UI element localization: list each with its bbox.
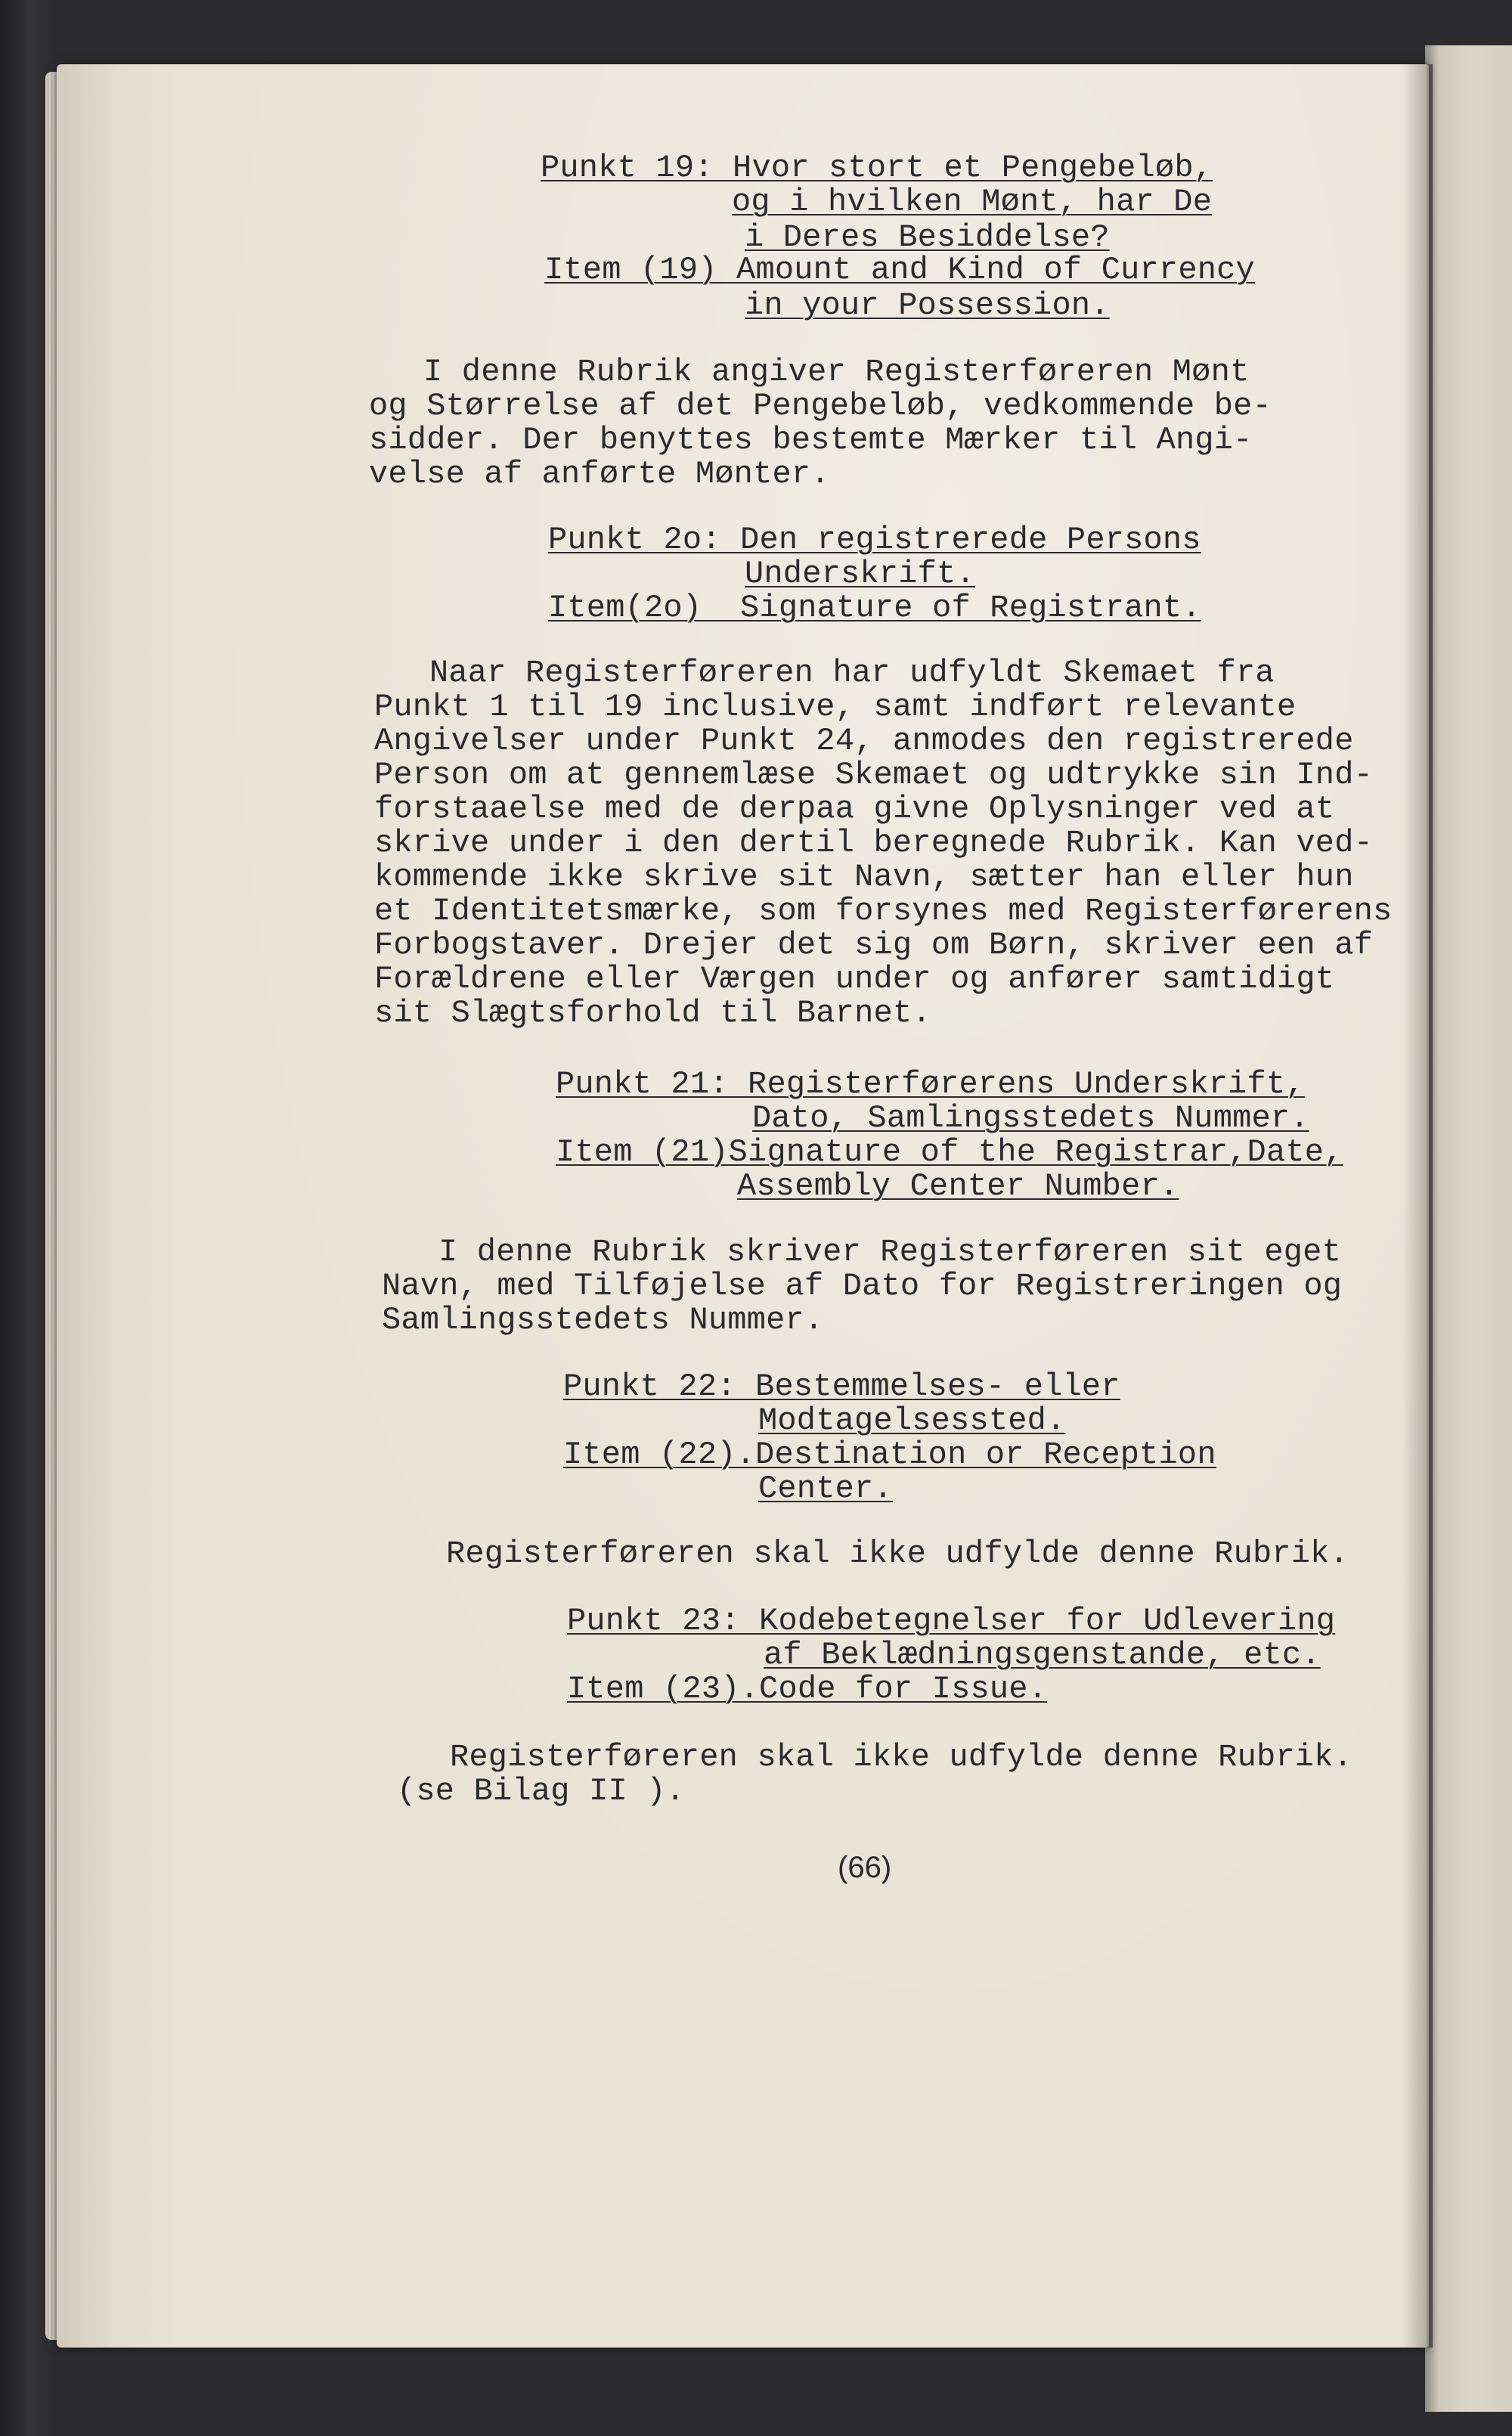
heading-21-line-1: Punkt 21: Registerførerens Underskrift, [556,1066,1305,1102]
heading-22-line-4: Center. [758,1471,893,1507]
paragraph-20-line: Forbogstaver. Drejer det sig om Børn, skriver een af [374,927,1374,963]
paragraph-20-line: sit Slægtsforhold til Barnet. [374,995,931,1031]
paragraph-21-line: Navn, med Tilføjelse af Dato for Registreringen og [382,1268,1343,1304]
paragraph-23-line: (se Bilag II ). [397,1773,686,1809]
paragraph-20-line: forstaaelse med de derpaa givne Oplysninger ved at [374,791,1335,827]
paragraph-20-line: et Identitetsmærke, som forsynes med Registerførerens [374,893,1393,929]
heading-19-line-3: i Deres Besiddelse? [745,219,1110,256]
page-number: (66) [838,1851,892,1884]
heading-19-line-4: Item (19) Amount and Kind of Currency [544,252,1255,288]
heading-22-line-1: Punkt 22: Bestemmelses- eller [563,1368,1120,1405]
heading-19-line-2: og i hvilken Mønt, har De [732,184,1213,220]
paragraph-20-line: Naar Registerføreren har udfyldt Skemaet fra [429,655,1275,691]
heading-23-line-1: Punkt 23: Kodebetegnelser for Udlevering [567,1603,1336,1639]
paragraph-19-line: I denne Rubrik angiver Registerføreren Mønt [423,354,1250,390]
paragraph-20-line: Angivelser under Punkt 24, anmodes den registrerede [374,723,1354,759]
paragraph-20-line: Punkt 1 til 19 inclusive, samt indført relevante [374,689,1297,725]
heading-23-line-3: Item (23).Code for Issue. [567,1671,1048,1707]
book-gutter-shadow [1402,64,1433,2348]
heading-22-line-3: Item (22).Destination or Reception [563,1436,1216,1473]
heading-20-line-3: Item(2o) Signature of Registrant. [548,590,1201,626]
heading-20-line-2: Underskrift. [745,556,975,592]
paragraph-23-line: Registerføreren skal ikke udfylde denne Rubrik. [450,1739,1352,1775]
paragraph-20-line: Person om at gennemlæse Skemaet og udtrykke sin Ind- [374,757,1374,793]
paragraph-21-line: I denne Rubrik skriver Registerføreren sit eget [438,1234,1341,1270]
paragraph-item-22: Registerføreren skal ikke udfylde denne Rubrik. [446,1536,1349,1572]
paragraph-20-line: kommende ikke skrive sit Navn, sætter han eller hun [374,859,1354,895]
heading-23-line-2: af Beklædningsgenstande, etc. [764,1637,1321,1673]
heading-21-line-2: Dato, Samlingsstedets Nummer. [752,1100,1309,1136]
heading-22-line-2: Modtagelsessted. [758,1402,1066,1439]
facing-page-edge [1425,45,1512,2412]
heading-19-line-5: in your Possession. [745,287,1110,324]
paragraph-21-line: Samlingsstedets Nummer. [382,1302,824,1338]
heading-20-line-1: Punkt 2o: Den registrerede Persons [548,522,1201,558]
heading-19-line-1: Punkt 19: Hvor stort et Pengebeløb, [541,150,1213,186]
paragraph-19-line: sidder. Der benyttes bestemte Mærker til Angi- [369,422,1253,458]
paragraph-20-line: Forældrene eller Værgen under og anfører samtidigt [374,961,1335,997]
heading-21-line-3: Item (21)Signature of the Registrar,Date, [556,1134,1343,1170]
paragraph-20-line: skrive under i den dertil beregnede Rubrik. Kan ved- [374,825,1374,861]
paragraph-19-line: og Størrelse af det Pengebeløb, vedkommende be- [369,388,1272,424]
paragraph-19-line: velse af anførte Mønter. [369,456,830,492]
heading-21-line-4: Assembly Center Number. [737,1168,1179,1204]
